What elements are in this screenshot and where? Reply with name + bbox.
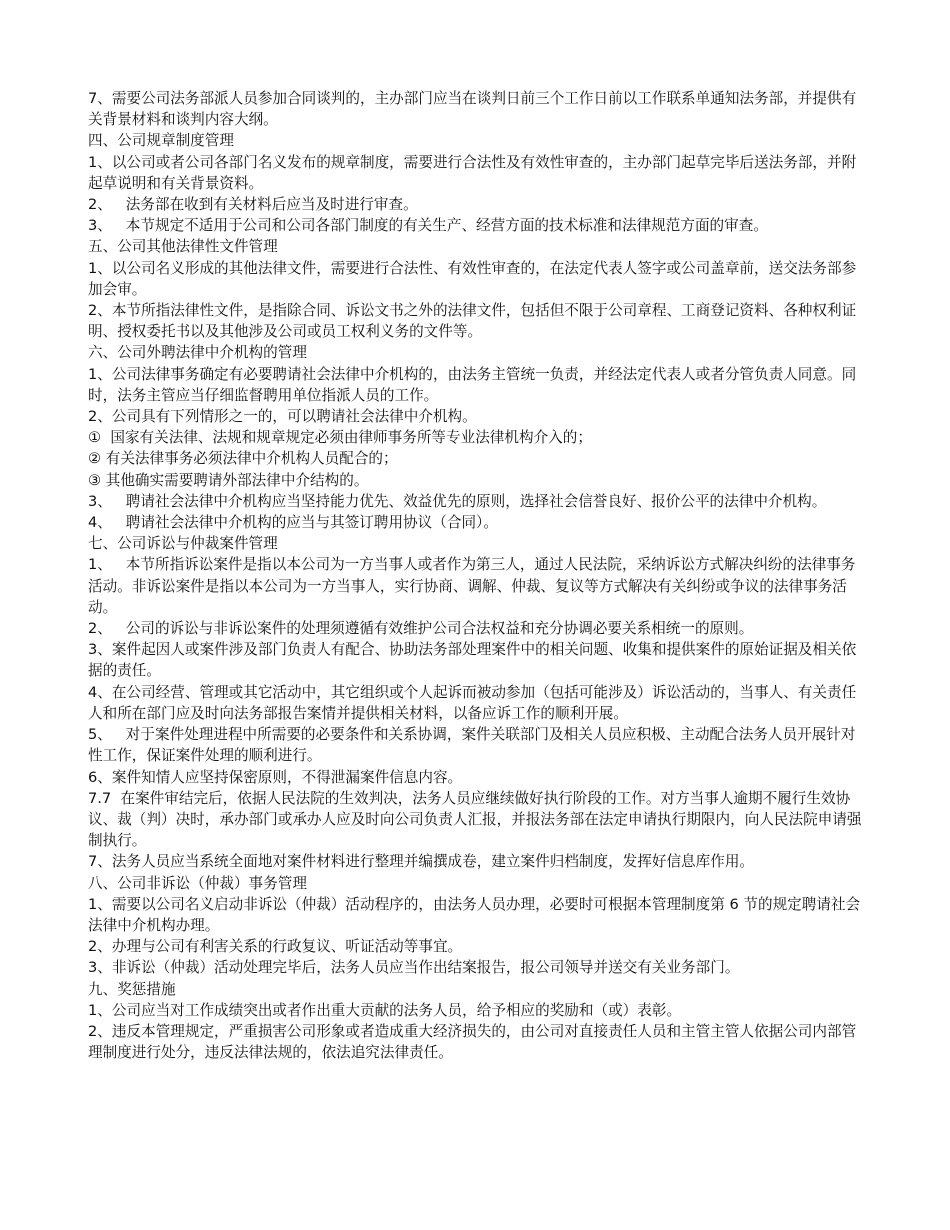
list-item: ① 国家有关法律、法规和规章规定必须由律师事务所等专业法律机构介入的；: [88, 429, 592, 447]
paragraph: 7.7 在案件审结完后，依据人民法院的生效判决，法务人员应继续做好执行阶段的工作。对方当事人逾期不履行生效协议、裁（判）决时，承办部门或承办人应及时向公司负责人汇报，并报法务部在法定申请执行期限内，向人民法院申请强制执行。: [88, 789, 862, 850]
paragraph: 2、本节所指法律性文件，是指除合同、诉讼文书之外的法律文件，包括但不限于公司章程、工商登记资料、各种权利证明、授权委托书以及其他涉及公司或员工权利义务的文件等。: [88, 302, 857, 341]
paragraph: 1、以公司或者公司各部门名义发布的规章制度，需要进行合法性及有效性审查的，主办部门起草完毕后送法务部，并附起草说明和有关背景资料。: [88, 153, 857, 192]
section-heading-9: 九、奖惩措施: [88, 980, 176, 998]
paragraph: 3、 聘请社会法律中介机构应当坚持能力优先、效益优先的原则，选择社会信誉良好、报价公平的法律中介机构。: [88, 492, 827, 510]
paragraph: 4、 聘请社会法律中介机构的应当与其签订聘用协议（合同）。: [88, 514, 498, 532]
paragraph: 2、公司具有下列情形之一的，可以聘请社会法律中介机构。: [88, 408, 477, 426]
paragraph: 2、办理与公司有利害关系的行政复议、听证活动等事宜。: [88, 938, 463, 956]
section-heading-4: 四、公司规章制度管理: [88, 132, 234, 150]
list-item: ② 有关法律事务必须法律中介机构人员配合的；: [88, 450, 398, 468]
list-item: ③ 其他确实需要聘请外部法律中介结构的。: [88, 471, 369, 489]
document-page: [88, 88, 863, 1063]
paragraph: 1、 本节所指诉讼案件是指以本公司为一方当事人或者作为第三人，通过人民法院，采纳诉讼方式解决纠纷的法律事务活动。非诉讼案件是指以本公司为一方当事人，实行协商、调解、仲裁、复议等方式解决有关纠纷或争议的法律事务活动。: [88, 556, 856, 616]
paragraph: 6、案件知情人应坚持保密原则，不得泄漏案件信息内容。: [88, 768, 463, 786]
paragraph: 5、 对于案件处理进程中所需要的必要条件和关系协调，案件关联部门及相关人员应积极、主动配合法务人员开展针对性工作，保证案件处理的顺利进行。: [88, 726, 856, 765]
section-heading-6: 六、公司外聘法律中介机构的管理: [88, 344, 307, 362]
paragraph: 2、违反本管理规定，严重损害公司形象或者造成重大经济损失的，由公司对直接责任人员和主管主管人依据公司内部管理制度进行处分，违反法律法规的，依法追究法律责任。: [88, 1022, 857, 1062]
section-heading-5: 五、公司其他法律性文件管理: [88, 238, 278, 256]
paragraph: 1、公司应当对工作成绩突出或者作出重大贡献的法务人员，给予相应的奖励和（或）表彰。: [88, 1001, 682, 1019]
paragraph: 1、公司法律事务确定有必要聘请社会法律中介机构的，由法务主管统一负责，并经法定代表人或者分管负责人同意。同时，法务主管应当仔细监督聘用单位指派人员的工作。: [88, 365, 857, 404]
paragraph: 7、法务人员应当系统全面地对案件材料进行整理并编撰成卷，建立案件归档制度，发挥好信息库作用。: [88, 853, 755, 871]
paragraph: 2、 法务部在收到有关材料后应当及时进行审查。: [88, 196, 418, 214]
paragraph-contract-negotiation: 7、需要公司法务部派人员参加合同谈判的，主办部门应当在谈判日前三个工作日前以工作联系单通知法务部，并提供有关背景材料和谈判内容大纲。: [88, 90, 857, 129]
paragraph: 1、需要以公司名义启动非诉讼（仲裁）活动程序的，由法务人员办理，必要时可根据本管理制度第 6 节的规定聘请社会法律中介机构办理。: [88, 895, 861, 934]
section-heading-8: 八、公司非诉讼（仲裁）事务管理: [88, 874, 307, 892]
paragraph: 1、以公司名义形成的其他法律文件，需要进行合法性、有效性审查的，在法定代表人签字或公司盖章前，送交法务部参加会审。: [88, 259, 857, 298]
paragraph: 4、在公司经营、管理或其它活动中，其它组织或个人起诉而被动参加（包括可能涉及）诉讼活动的，当事人、有关责任人和所在部门应及时向法务部报告案情并提供相关材料，以备应诉工作的顺利开展。: [88, 683, 857, 722]
section-heading-7: 七、公司诉讼与仲裁案件管理: [88, 535, 278, 553]
paragraph: 3、 本节规定不适用于公司和公司各部门制度的有关生产、经营方面的技术标准和法律规范方面的审查。: [88, 217, 768, 235]
paragraph: 3、非诉讼（仲裁）活动处理完毕后，法务人员应当作出结案报告，报公司领导并送交有关业务部门。: [88, 959, 740, 977]
paragraph: 2、 公司的诉讼与非诉讼案件的处理须遵循有效维护公司合法权益和充分协调必要关系相统一的原则。: [88, 620, 754, 638]
paragraph: 3、案件起因人或案件涉及部门负责人有配合、协助法务部处理案件中的相关问题、收集和提供案件的原始证据及相关依据的责任。: [88, 641, 857, 680]
